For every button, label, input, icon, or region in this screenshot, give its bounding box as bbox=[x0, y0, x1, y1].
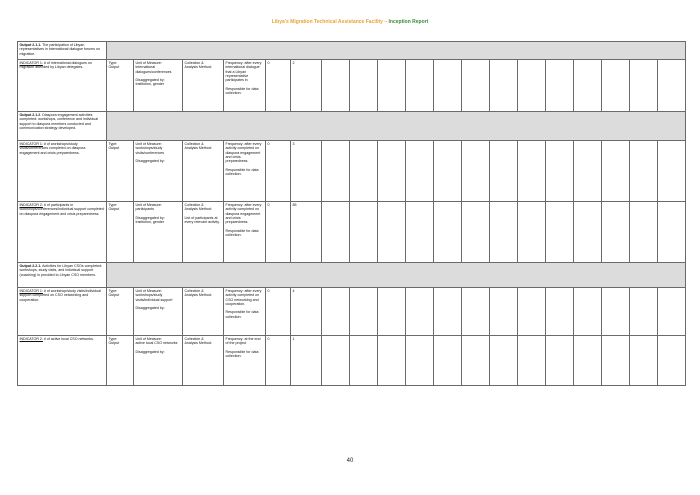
empty-cell bbox=[350, 336, 378, 386]
empty-cell bbox=[574, 202, 602, 263]
logframe-table bbox=[17, 41, 686, 386]
indicator-target: 85 bbox=[291, 202, 322, 263]
output-row bbox=[18, 112, 686, 141]
indicator-description: INDICATOR 2: # of participants in workshops/conferences/individual support completed on diaspora engagement and crisis preparedness. bbox=[18, 202, 107, 263]
page-number: 40 bbox=[346, 458, 354, 464]
indicator-type: Type: Output bbox=[107, 336, 134, 386]
empty-cell bbox=[322, 202, 350, 263]
header-facility-name: Libya's Migration Technical Assistance Facility bbox=[271, 19, 383, 25]
empty-cell bbox=[546, 336, 574, 386]
indicator-target: 1 bbox=[291, 336, 322, 386]
output-row bbox=[18, 42, 686, 60]
empty-cell bbox=[602, 288, 630, 336]
empty-cell bbox=[546, 288, 574, 336]
empty-cell bbox=[434, 336, 462, 386]
indicator-baseline: 0 bbox=[266, 60, 291, 112]
indicator-target: 4 bbox=[291, 288, 322, 336]
indicator-type: Type: Output bbox=[107, 141, 134, 202]
empty-cell bbox=[350, 288, 378, 336]
empty-cell bbox=[518, 202, 546, 263]
empty-cell bbox=[406, 60, 434, 112]
indicator-description: INDICATOR 2: # of active local CSO networks. bbox=[18, 336, 107, 386]
indicator-unit-of-measure: Unit of Measure: participants Disaggregated by: Institution, gender bbox=[134, 202, 183, 263]
empty-cell bbox=[322, 288, 350, 336]
indicator-frequency: Frequency: after every activity completed on CSO networking and cooperation. Responsible for data collection: bbox=[224, 288, 266, 336]
empty-cell bbox=[518, 336, 546, 386]
empty-cell bbox=[434, 288, 462, 336]
empty-cell bbox=[602, 60, 630, 112]
empty-cell bbox=[658, 336, 686, 386]
indicator-row bbox=[18, 202, 686, 263]
empty-cell bbox=[462, 141, 490, 202]
empty-cell bbox=[434, 60, 462, 112]
indicator-row bbox=[18, 60, 686, 112]
empty-cell bbox=[322, 141, 350, 202]
empty-cell bbox=[546, 141, 574, 202]
empty-cell bbox=[546, 60, 574, 112]
header-report-name: Inception Report bbox=[388, 19, 429, 25]
empty-cell bbox=[378, 336, 406, 386]
empty-cell bbox=[462, 60, 490, 112]
indicator-frequency: Frequency: at the end of the project Responsible for data collection: bbox=[224, 336, 266, 386]
indicator-description: INDICATOR 1: # of workshops/study visits/conferences completed on diaspora engagement and crisis preparedness. bbox=[18, 141, 107, 202]
indicator-baseline: 0 bbox=[266, 202, 291, 263]
empty-cell bbox=[602, 202, 630, 263]
empty-cell bbox=[574, 60, 602, 112]
indicator-collection-method: Collection & Analysis Method: bbox=[183, 288, 224, 336]
indicator-row bbox=[18, 141, 686, 202]
header-separator: – bbox=[382, 19, 389, 25]
empty-cell bbox=[490, 288, 518, 336]
empty-cell bbox=[658, 60, 686, 112]
empty-cell bbox=[462, 336, 490, 386]
empty-cell bbox=[630, 141, 658, 202]
empty-cell bbox=[518, 288, 546, 336]
empty-cell bbox=[462, 202, 490, 263]
empty-cell bbox=[350, 60, 378, 112]
output-label: Output 2.2.1. Activities for Libyan CSOs completed: workshops, study visits, and individual support (coaching) is provided to Libyan CSO members. bbox=[18, 263, 107, 288]
indicator-row bbox=[18, 288, 686, 336]
empty-cell bbox=[574, 141, 602, 202]
indicator-unit-of-measure: Unit of Measure: active local CSO networks Disaggregated by: bbox=[134, 336, 183, 386]
empty-cell bbox=[406, 202, 434, 263]
indicator-target: 3 bbox=[291, 141, 322, 202]
indicator-collection-method: Collection & Analysis Method: bbox=[183, 60, 224, 112]
indicator-unit-of-measure: Unit of Measure: international dialogues/conferences Disaggregated by: Institution, gender bbox=[134, 60, 183, 112]
empty-cell bbox=[490, 60, 518, 112]
empty-cell bbox=[658, 141, 686, 202]
empty-cell bbox=[602, 336, 630, 386]
output-label: Output 2.1.2. Diaspora engagement activities completed: workshops, conference and individual support to diaspora members conducted and communication strategy developed. bbox=[18, 112, 107, 141]
indicator-description: INDICATOR 1: # of workshop/study visits/individual support completed on CSO networking and cooperation. bbox=[18, 288, 107, 336]
empty-cell bbox=[630, 202, 658, 263]
indicator-type: Type: Output bbox=[107, 202, 134, 263]
indicator-unit-of-measure: Unit of Measure: workshops/study visits/individual support Disaggregated by: bbox=[134, 288, 183, 336]
indicator-collection-method: Collection & Analysis Method: bbox=[183, 336, 224, 386]
empty-cell bbox=[378, 141, 406, 202]
empty-cell bbox=[602, 141, 630, 202]
indicator-row bbox=[18, 336, 686, 386]
output-shaded-cell bbox=[107, 263, 686, 288]
indicator-target: 2 bbox=[291, 60, 322, 112]
empty-cell bbox=[378, 288, 406, 336]
empty-cell bbox=[490, 336, 518, 386]
indicator-frequency: Frequency: after every activity completed on diaspora engagement and crisis preparedness. Responsible for data collection: bbox=[224, 202, 266, 263]
empty-cell bbox=[406, 336, 434, 386]
empty-cell bbox=[406, 288, 434, 336]
empty-cell bbox=[546, 202, 574, 263]
empty-cell bbox=[518, 141, 546, 202]
indicator-baseline: 0 bbox=[266, 336, 291, 386]
empty-cell bbox=[350, 202, 378, 263]
empty-cell bbox=[490, 141, 518, 202]
page-header bbox=[0, 19, 700, 25]
output-label: Output 2.1.1. The participation of Libyan representatives in international dialogue forums on migration. bbox=[18, 42, 107, 60]
indicator-frequency: Frequency: after every activity completed on diaspora engagement and crisis preparedness. Responsible for data collection: bbox=[224, 141, 266, 202]
indicator-unit-of-measure: Unit of Measure: workshops/study visits/conferences Disaggregated by: bbox=[134, 141, 183, 202]
empty-cell bbox=[574, 288, 602, 336]
empty-cell bbox=[406, 141, 434, 202]
empty-cell bbox=[658, 202, 686, 263]
empty-cell bbox=[630, 336, 658, 386]
empty-cell bbox=[462, 288, 490, 336]
indicator-type: Type: Output bbox=[107, 288, 134, 336]
indicator-description: INDICATOR 1: # of international dialogues on migration attended by Libyan delegates. bbox=[18, 60, 107, 112]
empty-cell bbox=[434, 141, 462, 202]
indicator-baseline: 0 bbox=[266, 288, 291, 336]
output-row bbox=[18, 263, 686, 288]
empty-cell bbox=[658, 288, 686, 336]
empty-cell bbox=[434, 202, 462, 263]
output-shaded-cell bbox=[107, 42, 686, 60]
empty-cell bbox=[322, 60, 350, 112]
empty-cell bbox=[490, 202, 518, 263]
indicator-collection-method: Collection & Analysis Method: List of participants at every relevant activity. bbox=[183, 202, 224, 263]
empty-cell bbox=[630, 60, 658, 112]
empty-cell bbox=[574, 336, 602, 386]
indicator-collection-method: Collection & Analysis Method: bbox=[183, 141, 224, 202]
empty-cell bbox=[518, 60, 546, 112]
empty-cell bbox=[378, 60, 406, 112]
indicator-frequency: Frequency: after every international dialogue that a Libyan representative participates in Responsible for data collection: bbox=[224, 60, 266, 112]
output-shaded-cell bbox=[107, 112, 686, 141]
empty-cell bbox=[350, 141, 378, 202]
empty-cell bbox=[630, 288, 658, 336]
empty-cell bbox=[322, 336, 350, 386]
empty-cell bbox=[378, 202, 406, 263]
indicator-type: Type: Output bbox=[107, 60, 134, 112]
indicator-baseline: 0 bbox=[266, 141, 291, 202]
